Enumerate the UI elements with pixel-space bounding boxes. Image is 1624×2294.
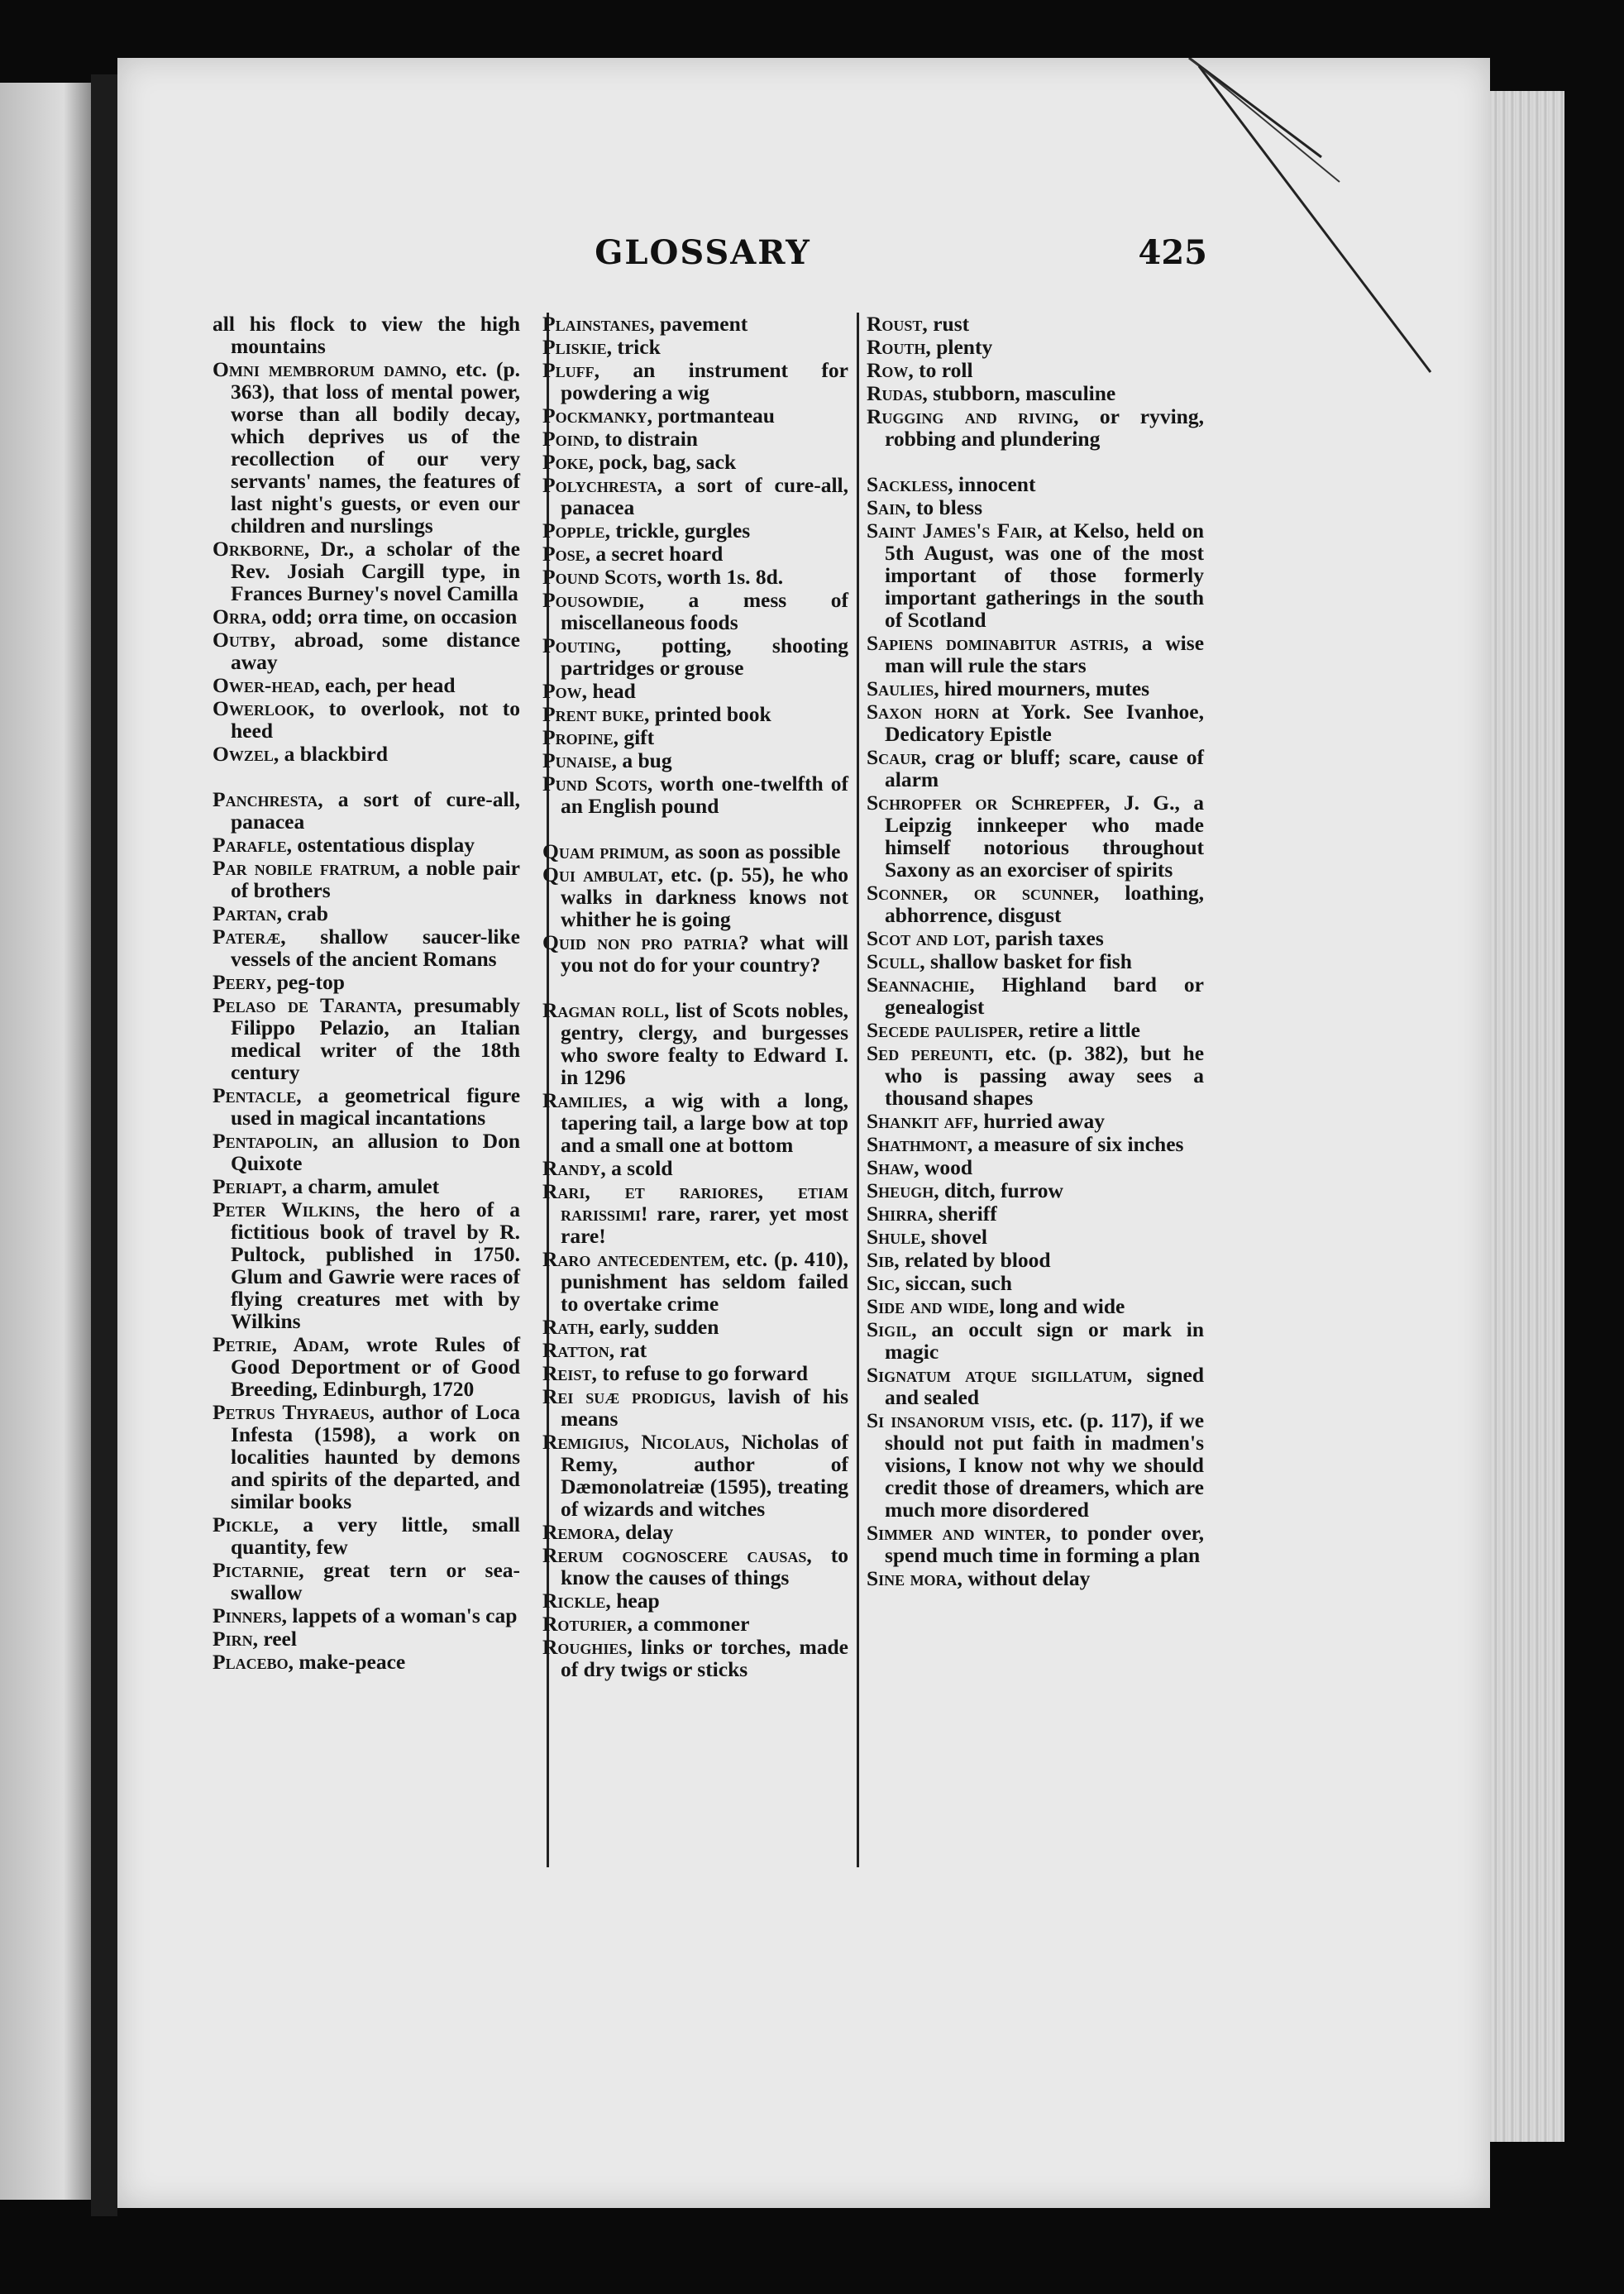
entry-headword: Roturier,: [542, 1612, 633, 1636]
glossary-entry: [213, 1198, 520, 1332]
entry-headword: Pluff,: [542, 358, 599, 382]
entry-headword: Shathmont,: [867, 1132, 973, 1156]
entry-definition: rare, rarer, yet most rare!: [561, 1202, 848, 1248]
entry-definition: great tern or sea-swallow: [231, 1558, 520, 1604]
entry-headword: Reist,: [542, 1361, 597, 1385]
entry-headword: Scaur,: [867, 745, 927, 769]
entry-headword: Pockmanky,: [542, 404, 652, 428]
entry-headword: Schropfer or Schrepfer,: [867, 791, 1111, 815]
glossary-entry: [542, 1636, 848, 1680]
glossary-entry: [213, 1130, 520, 1174]
glossary-entry: [542, 1544, 848, 1589]
column-rule: [857, 313, 859, 1867]
entry-headword: Scot and lot,: [867, 926, 991, 950]
glossary-entry: [213, 358, 520, 537]
entry-headword: Pateræ,: [213, 925, 286, 949]
entry-definition: links or torches, made of dry twigs or sticks: [561, 1635, 849, 1681]
entry-headword: Outby,: [213, 628, 276, 652]
entry-headword: Sconner, or scunner,: [867, 881, 1100, 905]
entry-headword: Roust,: [867, 312, 928, 336]
entry-definition: or ryving, robbing and plundering: [885, 404, 1204, 451]
entry-headword: Rei suæ prodigus,: [542, 1384, 716, 1408]
entry-headword: Pow,: [542, 679, 587, 703]
glossary-entry: [213, 834, 520, 856]
glossary-entry: [867, 1409, 1204, 1521]
entry-definition: rust: [933, 312, 970, 336]
entry-headword: Plainstanes,: [542, 312, 655, 336]
entry-headword: Secede paulisper,: [867, 1018, 1024, 1042]
glossary-entry: [213, 313, 520, 357]
entry-headword: Quid non pro patria?: [542, 930, 749, 954]
entry-definition: delay: [625, 1520, 674, 1544]
glossary-entry: [213, 994, 520, 1083]
glossary-entry: [542, 451, 848, 473]
entry-definition: lappets of a woman's cap: [292, 1603, 518, 1627]
glossary-entry: [867, 1133, 1204, 1155]
entry-headword: Rickle,: [542, 1589, 611, 1613]
entry-definition: rat: [619, 1338, 647, 1362]
entry-headword: Pousowdie,: [542, 588, 644, 612]
entry-definition: pock, bag, sack: [599, 450, 737, 474]
entry-headword: Petrus Thyraeus,: [213, 1400, 375, 1424]
glossary-entry: [213, 1401, 520, 1513]
entry-definition: a noble pair of brothers: [231, 856, 521, 902]
glossary-entry: [542, 863, 848, 930]
glossary-entry: [542, 999, 848, 1088]
section-break: [542, 977, 848, 999]
entry-definition: a bug: [622, 748, 672, 772]
entry-definition: gift: [623, 725, 655, 749]
entry-headword: Sain,: [867, 495, 911, 519]
entry-headword: Sib,: [867, 1248, 900, 1272]
entry-definition: at Kelso, held on 5th August, was one of the most important of those formerly important gatherings in the south of Scotland: [885, 519, 1204, 632]
entry-headword: Qui ambulat,: [542, 863, 664, 887]
glossary-entry: [542, 474, 848, 519]
glossary-entry: [542, 931, 848, 976]
entry-headword: Shirra,: [867, 1202, 934, 1226]
entry-definition: heap: [616, 1589, 660, 1613]
glossary-entry: [867, 1110, 1204, 1132]
glossary-entry: [867, 1364, 1204, 1408]
entry-headword: Saxon horn: [867, 700, 980, 724]
glossary-entry: [213, 1627, 520, 1650]
entry-definition: related by blood: [904, 1248, 1051, 1272]
entry-headword: Pentapolin,: [213, 1129, 318, 1153]
entry-definition: parish taxes: [995, 926, 1104, 950]
entry-definition: to know the causes of things: [561, 1543, 849, 1589]
entry-definition: shovel: [930, 1225, 987, 1249]
glossary-entry: [867, 632, 1204, 676]
entry-definition: a blackbird: [284, 742, 389, 766]
entry-headword: Placebo,: [213, 1650, 294, 1674]
entry-definition: hurried away: [983, 1109, 1105, 1133]
glossary-entry: [867, 496, 1204, 519]
glossary-entry: [867, 336, 1204, 358]
entry-headword: Orkborne,: [213, 537, 310, 561]
adjacent-page-edge: [0, 83, 91, 2200]
entry-definition: hired mourners, mutes: [943, 676, 1150, 700]
entry-definition: a sort of cure-all, panacea: [231, 787, 521, 834]
entry-headword: Pictarnie,: [213, 1558, 304, 1582]
entry-headword: Row,: [867, 358, 914, 382]
entry-headword: Rugging and riving,: [867, 404, 1079, 428]
glossary-entry: [867, 882, 1204, 926]
glossary-column-1: [213, 313, 520, 1674]
entry-headword: Pickle,: [213, 1513, 279, 1537]
glossary-entry: [542, 772, 848, 817]
glossary-entry: [867, 700, 1204, 745]
entry-definition: wrote Rules of Good Deportment or of Good Breeding, Edinburgh, 1720: [231, 1332, 521, 1401]
entry-headword: Pouting,: [542, 633, 621, 657]
glossary-entry: [542, 566, 848, 588]
entry-headword: Periapt,: [213, 1174, 287, 1198]
entry-definition: peg-top: [276, 970, 345, 994]
entry-definition: siccan, such: [905, 1271, 1012, 1295]
entry-definition: etc. (p. 55), he who walks in darkness knows not whither he is going: [561, 863, 849, 931]
entry-definition: printed book: [654, 702, 771, 726]
glossary-entry: [867, 746, 1204, 791]
glossary-entry: [867, 1019, 1204, 1041]
entry-headword: Quam primum,: [542, 839, 670, 863]
entry-definition: as soon as possible: [674, 839, 841, 863]
glossary-entry: [213, 925, 520, 970]
entry-headword: Raro antecedentem,: [542, 1247, 730, 1271]
entry-definition: a commoner: [638, 1612, 750, 1636]
entry-definition: signed and sealed: [885, 1363, 1205, 1409]
glossary-entry: [542, 428, 848, 450]
glossary-entry: [213, 1604, 520, 1627]
entry-headword: Popple,: [542, 519, 610, 542]
entry-headword: Pinners,: [213, 1603, 287, 1627]
glossary-entry: [867, 1202, 1204, 1225]
glossary-entry: [867, 1179, 1204, 1202]
glossary-entry: [542, 1157, 848, 1179]
glossary-entry: [867, 359, 1204, 381]
running-head: GLOSSARY: [595, 233, 811, 272]
entry-headword: Pirn,: [213, 1627, 258, 1651]
glossary-entry: [542, 313, 848, 335]
entry-headword: Owerlook,: [213, 696, 315, 720]
entry-definition: trick: [617, 335, 661, 359]
entry-definition: crab: [287, 901, 328, 925]
glossary-entry: [542, 1248, 848, 1315]
entry-definition: to overlook, not to heed: [231, 696, 521, 743]
glossary-entry: [542, 542, 848, 565]
entry-headword: Scull,: [867, 949, 925, 973]
entry-definition: presumably Filippo Pelazio, an Italian medical writer of the 18th century: [231, 993, 520, 1084]
entry-definition: pavement: [660, 312, 748, 336]
glossary-entry: [213, 902, 520, 925]
page-fold-line: [1182, 58, 1464, 389]
glossary-entry: [213, 697, 520, 742]
entry-definition: all his flock to view the high mountains: [213, 312, 520, 358]
entry-headword: Pound Scots,: [542, 565, 662, 589]
glossary-entry: [542, 749, 848, 772]
entry-headword: Pund Scots,: [542, 772, 653, 796]
glossary-entry: [213, 971, 520, 993]
glossary-entry: [542, 703, 848, 725]
glossary-entry: [213, 1559, 520, 1603]
glossary-entry: [542, 680, 848, 702]
entry-definition: to distrain: [604, 427, 698, 451]
entry-headword: Shaw,: [867, 1155, 919, 1179]
entry-definition: sheriff: [938, 1202, 997, 1226]
glossary-entry: [542, 1431, 848, 1520]
glossary-entry: [542, 519, 848, 542]
entry-definition: make-peace: [299, 1650, 406, 1674]
glossary-entry: [542, 1089, 848, 1156]
entry-definition: an occult sign or mark in magic: [885, 1317, 1204, 1364]
entry-headword: Sackless,: [867, 472, 953, 496]
glossary-entry: [867, 473, 1204, 495]
entry-headword: Omni membrorum damno,: [213, 357, 447, 381]
entry-definition: lavish of his means: [561, 1384, 848, 1431]
entry-headword: Sic,: [867, 1271, 900, 1295]
glossary-entry: [867, 927, 1204, 949]
glossary-entry: [867, 519, 1204, 631]
entry-headword: Sine mora,: [867, 1566, 962, 1590]
glossary-entry: [542, 1613, 848, 1635]
entry-headword: Pose,: [542, 542, 590, 566]
entry-definition: to ponder over, spend much time in forming a plan: [885, 1521, 1205, 1567]
glossary-entry: [542, 840, 848, 863]
entry-definition: portmanteau: [657, 404, 775, 428]
entry-definition: head: [592, 679, 636, 703]
entry-headword: Pelaso de Taranta,: [213, 993, 403, 1017]
glossary-entry: [867, 1249, 1204, 1271]
glossary-entry: [542, 1339, 848, 1361]
entry-headword: Ratton,: [542, 1338, 615, 1362]
entry-definition: Dr., a scholar of the Rev. Josiah Cargill type, in Frances Burney's novel Camilla: [231, 537, 521, 605]
entry-definition: an instrument for powdering a wig: [561, 358, 848, 404]
entry-definition: etc. (p. 382), but he who is passing away sees a thousand shapes: [885, 1041, 1205, 1110]
entry-definition: ditch, furrow: [943, 1178, 1063, 1202]
entry-definition: J. G., a Leipzig innkeeper who made himself notorious throughout Saxony as an exorciser of spirits: [885, 791, 1204, 882]
entry-headword: Roughies,: [542, 1635, 633, 1659]
entry-definition: loathing, abhorrence, disgust: [885, 881, 1205, 927]
entry-definition: at York. See Ivanhoe, Dedicatory Epistle: [885, 700, 1205, 746]
page-stack-edge: [1490, 91, 1564, 2142]
entry-headword: Seannachie,: [867, 973, 975, 996]
glossary-entry: [542, 726, 848, 748]
entry-headword: Parafle,: [213, 833, 292, 857]
entry-headword: Saulies,: [867, 676, 939, 700]
glossary-entry: [867, 973, 1204, 1018]
entry-headword: Simmer and winter,: [867, 1521, 1052, 1545]
entry-headword: Rath,: [542, 1315, 595, 1339]
glossary-entry: [542, 1385, 848, 1430]
entry-headword: Poke,: [542, 450, 594, 474]
glossary-entry: [867, 1295, 1204, 1317]
entry-headword: Sed pereunti,: [867, 1041, 994, 1065]
glossary-entry: [213, 1651, 520, 1673]
entry-headword: Side and wide,: [867, 1294, 995, 1318]
entry-definition: a scold: [611, 1156, 673, 1180]
glossary-entry: [213, 743, 520, 765]
glossary-entry: [542, 1521, 848, 1543]
entry-definition: wood: [924, 1155, 973, 1179]
glossary-entry: [867, 382, 1204, 404]
page-number: 425: [1138, 233, 1207, 272]
entry-headword: Randy,: [542, 1156, 606, 1180]
glossary-entry: [213, 857, 520, 901]
glossary-entry: [542, 359, 848, 404]
entry-headword: Par nobile fratrum,: [213, 856, 400, 880]
entry-headword: Petrie, Adam,: [213, 1332, 350, 1356]
entry-definition: to roll: [919, 358, 973, 382]
entry-headword: Propine,: [542, 725, 619, 749]
section-break: [542, 818, 848, 840]
glossary-entry: [542, 634, 848, 679]
glossary-entry: [542, 1589, 848, 1612]
entry-headword: Ramilies,: [542, 1088, 628, 1112]
entry-headword: Sapiens dominabitur astris,: [867, 631, 1130, 655]
entry-definition: potting, shooting partridges or grouse: [561, 633, 849, 680]
section-break: [867, 451, 1204, 473]
entry-headword: Peter Wilkins,: [213, 1197, 361, 1221]
glossary-entry: [542, 1362, 848, 1384]
glossary-column-2: [542, 313, 848, 1681]
glossary-entry: [867, 791, 1204, 881]
entry-definition: a geometrical figure used in magical incantations: [231, 1083, 521, 1130]
entry-definition: each, per head: [325, 673, 456, 697]
entry-headword: Sheugh,: [867, 1178, 939, 1202]
gutter-shadow: [91, 74, 117, 2216]
glossary-entry: [213, 538, 520, 605]
entry-headword: Ragman roll,: [542, 998, 670, 1022]
glossary-entry: [213, 1513, 520, 1558]
glossary-entry: [867, 1272, 1204, 1294]
entry-headword: Sigil,: [867, 1317, 917, 1341]
entry-definition: reel: [263, 1627, 297, 1651]
glossary-entry: [867, 1156, 1204, 1178]
glossary-entry: [867, 1042, 1204, 1109]
entry-definition: a very little, small quantity, few: [231, 1513, 520, 1559]
section-break: [213, 766, 520, 788]
entry-headword: Peery,: [213, 970, 272, 994]
entry-headword: Routh,: [867, 335, 931, 359]
entry-definition: a secret hoard: [595, 542, 724, 566]
entry-definition: the hero of a fictitious book of travel by R. Pultock, published in 1750. Glum and Gawrie were races of flying creatures met with by Wilkins: [231, 1197, 520, 1333]
entry-definition: what will you not do for your country?: [561, 930, 848, 977]
glossary-entry: [867, 1522, 1204, 1566]
glossary-entry: [867, 1226, 1204, 1248]
glossary-entry: [213, 1175, 520, 1197]
glossary-entry: [542, 336, 848, 358]
glossary-entry: [867, 313, 1204, 335]
entry-definition: etc. (p. 410), punishment has seldom failed to overtake crime: [561, 1247, 849, 1316]
entry-definition: retire a little: [1029, 1018, 1140, 1042]
entry-headword: Remora,: [542, 1520, 620, 1544]
entry-headword: Panchresta,: [213, 787, 323, 811]
entry-definition: Highland bard or genealogist: [885, 973, 1204, 1019]
entry-headword: Partan,: [213, 901, 282, 925]
glossary-entry: [542, 1180, 848, 1247]
glossary-entry: [542, 404, 848, 427]
glossary-entry: [213, 674, 520, 696]
entry-headword: Rari, et rariores, etiam rarissimi!: [542, 1179, 848, 1226]
entry-definition: worth one-twelfth of an English pound: [561, 772, 848, 818]
entry-headword: Pentacle,: [213, 1083, 302, 1107]
entry-definition: plenty: [936, 335, 993, 359]
glossary-entry: [213, 788, 520, 833]
entry-headword: Rudas,: [867, 381, 928, 405]
entry-headword: Prent buke,: [542, 702, 650, 726]
entry-headword: Shule,: [867, 1225, 926, 1249]
entry-definition: a wig with a long, tapering tail, a large bow at top and a small one at bottom: [561, 1088, 848, 1157]
entry-headword: Rerum cognoscere causas,: [542, 1543, 812, 1567]
entry-definition: abroad, some distance away: [231, 628, 520, 674]
entry-headword: Shankit aff,: [867, 1109, 978, 1133]
entry-headword: Saint James's Fair,: [867, 519, 1043, 542]
entry-definition: worth 1s. 8d.: [666, 565, 784, 589]
entry-headword: Punaise,: [542, 748, 617, 772]
entry-headword: Si insanorum visis,: [867, 1408, 1035, 1432]
entry-definition: shallow basket for fish: [929, 949, 1132, 973]
entry-definition: etc. (p. 363), that loss of mental power, worse than all bodily decay, which deprives us of the recollection of our very servants' names, the features of last night's guests, or even our children and nurslings: [231, 357, 521, 538]
entry-definition: innocent: [958, 472, 1036, 496]
entry-definition: early, sudden: [599, 1315, 719, 1339]
entry-headword: Remigius, Nicolaus,: [542, 1430, 730, 1454]
entry-definition: author of Loca Infesta (1598), a work on localities haunted by demons and spirits of the departed, and similar books: [231, 1400, 520, 1513]
entry-headword: Owzel,: [213, 742, 279, 766]
glossary-entry: [867, 1318, 1204, 1363]
entry-definition: long and wide: [999, 1294, 1125, 1318]
glossary-entry: [542, 589, 848, 633]
entry-definition: trickle, gurgles: [615, 519, 751, 542]
glossary-entry: [867, 405, 1204, 450]
glossary-entry: [542, 1316, 848, 1338]
entry-headword: Orra,: [213, 605, 267, 628]
glossary-column-3: [867, 313, 1204, 1590]
entry-definition: list of Scots nobles, gentry, clergy, and burgesses who swore fealty to Edward I. in 1296: [561, 998, 848, 1089]
entry-definition: a wise man will rule the stars: [885, 631, 1205, 677]
entry-definition: etc. (p. 117), if we should not put faith in madmen's visions, I know not why we should credit those of dreamers, which are much more disordered: [885, 1408, 1205, 1522]
glossary-entry: [213, 1333, 520, 1400]
entry-headword: Pliskie,: [542, 335, 612, 359]
entry-headword: Signatum atque sigillatum,: [867, 1363, 1133, 1387]
glossary-entry: [867, 677, 1204, 700]
entry-headword: Ower-head,: [213, 673, 320, 697]
glossary-entry: [213, 605, 520, 628]
glossary-entry: [867, 950, 1204, 973]
entry-headword: Polychresta,: [542, 473, 662, 497]
glossary-entry: [213, 1084, 520, 1129]
entry-definition: an allusion to Don Quixote: [231, 1129, 521, 1175]
entry-headword: Poind,: [542, 427, 599, 451]
entry-definition: crag or bluff; scare, cause of alarm: [885, 745, 1204, 791]
glossary-entry: [867, 1567, 1204, 1589]
entry-definition: a charm, amulet: [292, 1174, 440, 1198]
entry-definition: Nicholas of Remy, author of Dæmonolatreiæ (1595), treating of wizards and witches: [561, 1430, 849, 1521]
entry-definition: a sort of cure-all, panacea: [561, 473, 848, 519]
glossary-entry: [213, 628, 520, 673]
entry-definition: without delay: [967, 1566, 1091, 1590]
entry-definition: shallow saucer-like vessels of the ancient Romans: [231, 925, 521, 971]
entry-definition: to bless: [915, 495, 982, 519]
entry-definition: to refuse to go forward: [602, 1361, 809, 1385]
entry-definition: stubborn, masculine: [933, 381, 1116, 405]
entry-definition: a measure of six inches: [977, 1132, 1184, 1156]
entry-definition: ostentatious display: [297, 833, 475, 857]
entry-definition: a mess of miscellaneous foods: [561, 588, 849, 634]
entry-definition: odd; orra time, on occasion: [271, 605, 518, 628]
